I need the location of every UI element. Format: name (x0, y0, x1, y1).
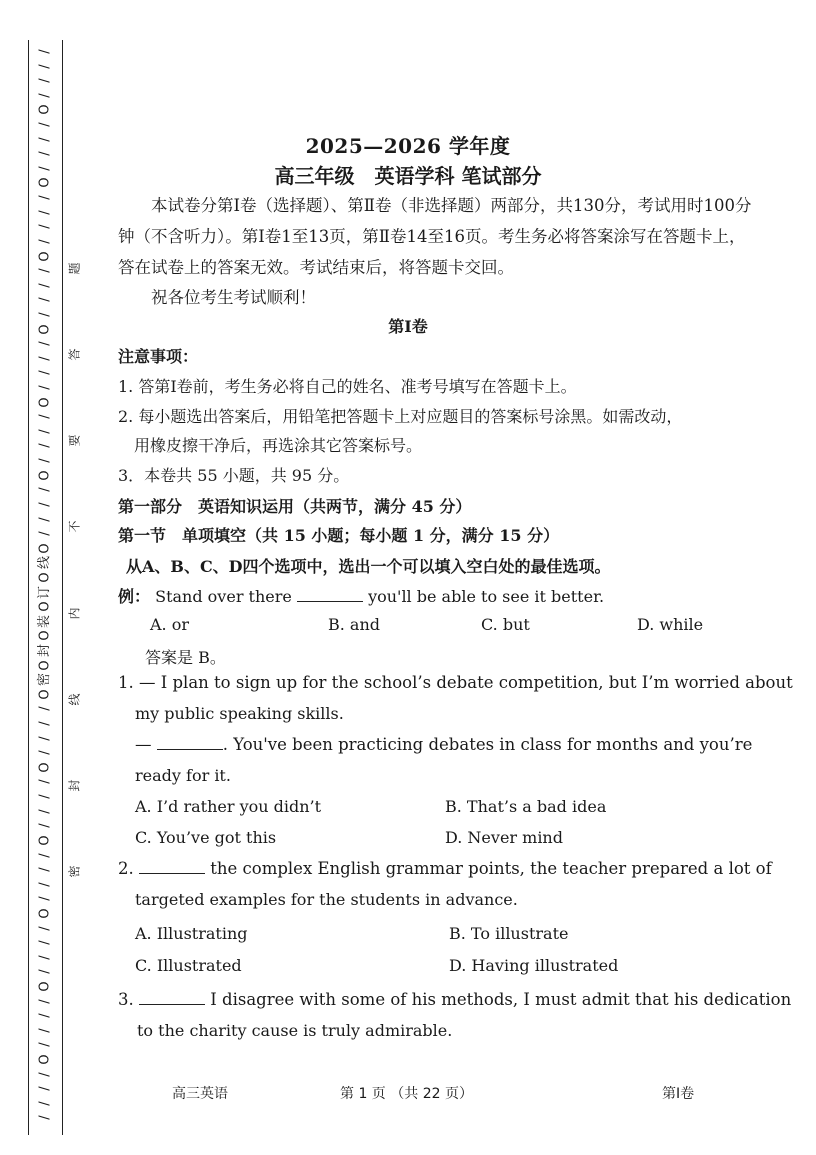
binding-mark: / (37, 1013, 53, 1018)
q1-dash: — (135, 735, 152, 754)
binding-mark: / (37, 1042, 53, 1048)
binding-mark: / (37, 940, 53, 945)
q2-option-b: B. To illustrate (449, 924, 569, 943)
binding-mark: / (37, 750, 53, 755)
answer-blank (157, 735, 223, 750)
q3-line1-text: I disagree with some of his methods, I must admit that his dedication (210, 990, 792, 1009)
binding-mark: / (37, 166, 53, 171)
q1-option-d: D. Never mind (445, 828, 563, 847)
exam-title: 2025—2026 学年度 (305, 134, 511, 158)
binding-mark: / (37, 808, 53, 814)
binding-mark: / (37, 502, 53, 507)
example-stem-a: Stand over there (155, 587, 292, 606)
example-stem-b: you'll be able to see it better. (368, 587, 605, 606)
note-3: 3．本卷共 55 小题，共 95 分。 (118, 466, 350, 485)
notes-heading: 注意事项： (118, 347, 199, 366)
binding-mark: / (37, 955, 53, 960)
seal-word: 线 (67, 693, 82, 706)
binding-mark: O (37, 689, 53, 700)
binding-mark: 封 (37, 643, 53, 657)
binding-mark: / (37, 210, 53, 215)
binding-mark: O (37, 630, 53, 641)
binding-mark: / (37, 1028, 53, 1033)
exam-subtitle: 高三年级 英语学科 笔试部分 (274, 164, 542, 188)
binding-mark: / (37, 49, 53, 54)
binding-mark: / (37, 794, 53, 799)
binding-strip (34, 45, 56, 1125)
note-1: 1. 答第Ⅰ卷前，考生务必将自己的姓名、准考号填写在答题卡上。 (118, 377, 577, 396)
q2-option-d: D. Having illustrated (449, 956, 619, 975)
q2-line1 (118, 859, 772, 878)
binding-mark: 密 (37, 673, 53, 687)
binding-mark: O (37, 250, 53, 262)
q1-option-c: C. You’ve got this (135, 828, 277, 847)
binding-mark: / (37, 531, 53, 536)
q3-line2: to the charity cause is truly admirable. (137, 1021, 453, 1040)
binding-mark: / (37, 78, 53, 83)
binding-mark: / (37, 823, 53, 828)
q3-number: 3. (118, 990, 134, 1009)
binding-mark: / (37, 458, 53, 463)
example-option-d: D. while (637, 615, 704, 634)
binding-mark: / (37, 283, 53, 288)
binding-mark: / (37, 925, 53, 931)
binding-mark: / (37, 852, 53, 858)
binding-mark: / (37, 1115, 53, 1121)
q1-line4: ready for it. (135, 766, 231, 785)
binding-mark: / (37, 969, 53, 975)
binding-mark: O (37, 981, 53, 992)
seal-word: 要 (67, 434, 82, 447)
binding-mark: / (37, 370, 53, 376)
instruction-line: 从A、B、C、D四个选项中，选出一个可以填入空白处的最佳选项。 (126, 557, 611, 576)
binding-mark: O (37, 397, 53, 408)
section-one-heading: 第一节 单项填空（共 15 小题；每小题 1 分，满分 15 分） (118, 526, 560, 545)
q2-line2: targeted examples for the students in advance. (135, 890, 518, 909)
intro-paragraph: 本试卷分第Ⅰ卷（选择题）、第Ⅱ卷（非选择题）两部分，共130分，考试用时100分钟（不含听力）。第Ⅰ卷1至13页，第Ⅱ卷14至16页。考生务必将答案涂写在答题卡上，答在试卷上的答案无效。考试结束后，将答题卡交回。 (118, 196, 752, 277)
answer-blank (297, 587, 363, 602)
binding-mark: / (37, 151, 53, 156)
binding-mark: / (37, 735, 53, 741)
example-answer: 答案是 B。 (145, 648, 226, 667)
binding-mark: 线 (37, 556, 53, 570)
binding-mark: O (37, 177, 53, 189)
binding-mark: / (37, 356, 53, 361)
binding-mark: / (37, 1071, 53, 1077)
note-2a: 2. 每小题选出答案后，用铅笔把答题卡上对应题目的答案标号涂黑。如需改动， (118, 407, 683, 426)
seal-word: 答 (67, 348, 82, 361)
binding-mark: / (37, 998, 53, 1004)
seal-word: 密 (67, 865, 82, 878)
binding-mark: / (37, 706, 53, 712)
binding-mark: / (37, 896, 53, 902)
example-option-c: C. but (481, 615, 530, 634)
binding-mark: 订 (37, 585, 53, 599)
binding-mark: / (37, 63, 53, 69)
binding-mark: / (37, 195, 53, 200)
binding-mark: / (37, 312, 53, 317)
binding-mark: / (37, 224, 53, 230)
binding-mark: O (37, 908, 53, 919)
binding-line-outer (28, 40, 29, 1135)
binding-mark: / (37, 882, 53, 887)
binding-mark: / (37, 443, 53, 449)
binding-mark: / (37, 1101, 53, 1106)
seal-word: 封 (67, 779, 82, 792)
binding-mark: 装 (37, 614, 53, 628)
answer-blank (139, 859, 205, 874)
q2-option-a: A. Illustrating (135, 924, 248, 943)
binding-mark: / (37, 239, 53, 244)
example-option-a: A. or (150, 615, 190, 634)
binding-mark: / (37, 1086, 53, 1091)
binding-mark: O (37, 470, 53, 481)
binding-mark: O (37, 1054, 53, 1065)
binding-line-inner (62, 40, 63, 1135)
note-2b: 用橡皮擦干净后，再选涂其它答案标号。 (134, 436, 423, 455)
binding-mark: / (37, 867, 53, 872)
example-stem (118, 584, 768, 607)
binding-mark: / (37, 385, 53, 390)
q1-line2: my public speaking skills. (135, 704, 344, 723)
binding-mark: / (37, 93, 53, 98)
binding-mark: O (37, 104, 53, 116)
q2-option-c: C. Illustrated (135, 956, 242, 975)
binding-mark: O (37, 601, 53, 612)
footer-page-number: 第 1 页 （共 22 页） (340, 1086, 473, 1102)
answer-blank (139, 990, 205, 1005)
q1-line3 (135, 735, 785, 754)
binding-mark: / (37, 779, 53, 785)
example-option-b: B. and (328, 615, 381, 634)
binding-mark: / (37, 721, 53, 726)
q1-line1: 1. — I plan to sign up for the school’s debate competition, but I’m worried about (118, 673, 793, 692)
seal-word: 不 (67, 520, 82, 533)
wish-line: 祝各位考生考试顺利！ (151, 288, 316, 307)
binding-mark: O (37, 543, 53, 554)
binding-mark: / (37, 414, 53, 419)
part-one-heading: 第一部分 英语知识运用（共两节，满分 45 分） (118, 497, 472, 516)
seal-warning-text (64, 260, 84, 880)
seal-word: 题 (67, 262, 82, 275)
binding-mark: / (37, 516, 53, 522)
binding-mark: / (37, 268, 53, 273)
binding-mark: / (37, 297, 53, 303)
binding-mark: / (37, 487, 53, 492)
q1-line3-text: . You've been practicing debates in class for months and you’re (222, 735, 753, 754)
binding-mark: O (37, 762, 53, 773)
q1-option-a: A. I’d rather you didn’t (135, 797, 322, 816)
q2-line1-text: the complex English grammar points, the teacher prepared a lot of (210, 859, 772, 878)
seal-word: 内 (67, 607, 82, 620)
binding-mark: O (37, 323, 53, 335)
binding-mark: O (37, 659, 53, 671)
binding-mark: / (37, 429, 53, 434)
binding-mark: O (37, 835, 53, 846)
footer-volume: 第Ⅰ卷 (662, 1086, 695, 1102)
binding-mark: / (37, 341, 53, 346)
example-label: 例： (118, 587, 151, 606)
q3-line1 (118, 990, 792, 1009)
footer-subject: 高三英语 (172, 1086, 228, 1102)
q1-option-b: B. That’s a bad idea (445, 797, 607, 816)
binding-mark: / (37, 136, 53, 142)
q2-number: 2. (118, 859, 134, 878)
binding-mark: O (37, 572, 53, 583)
binding-mark: / (37, 122, 53, 127)
section-title: 第Ⅰ卷 (388, 317, 428, 336)
